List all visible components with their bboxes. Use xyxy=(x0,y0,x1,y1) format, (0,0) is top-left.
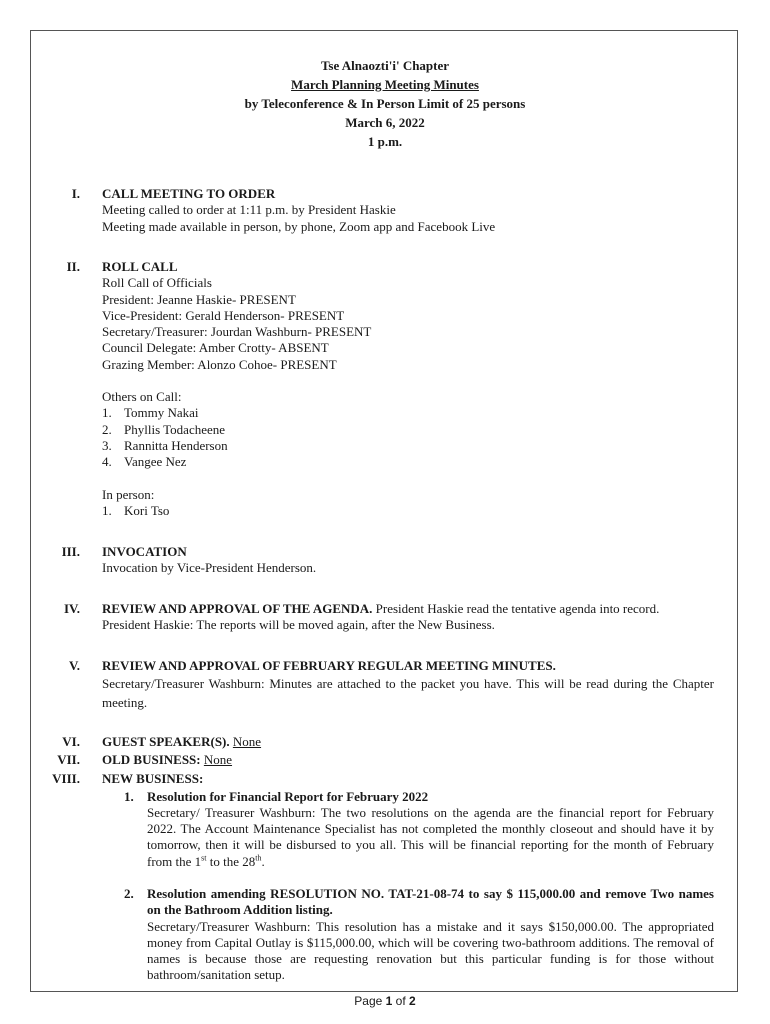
section-heading: INVOCATION xyxy=(102,544,187,559)
meeting-mode: by Teleconference & In Person Limit of 25 persons xyxy=(244,96,526,111)
meeting-date: March 6, 2022 xyxy=(345,115,425,130)
text-line: President: Jeanne Haskie- PRESENT xyxy=(102,291,296,307)
item-number: 2. xyxy=(124,885,134,901)
list-item: 3. Rannitta Henderson xyxy=(102,437,228,453)
section-number: II. xyxy=(66,259,80,274)
section-value: None xyxy=(203,752,233,767)
section-heading: REVIEW AND APPROVAL OF FEBRUARY REGULAR MEETING MINUTES. xyxy=(102,658,556,673)
section-value: None xyxy=(232,734,262,749)
list-item xyxy=(102,789,714,870)
text-line: Vice-President: Gerald Henderson- PRESENT xyxy=(102,307,345,323)
inline-text: President Haskie read the tentative agenda into record. xyxy=(372,601,660,616)
section-number: VI. xyxy=(62,734,80,749)
text-line: Grazing Member: Alonzo Cohoe- PRESENT xyxy=(102,356,337,372)
section-heading: NEW BUSINESS: xyxy=(102,771,204,786)
item-title: Resolution amending RESOLUTION NO. TAT-21-08-74 to say $ 115,000.00 and remove Two names on the Bathroom Addition listing. xyxy=(147,885,714,918)
paragraph: Secretary/Treasurer Washburn: This resolution has a mistake and it says $150,000.00. The appropriated money from Capital Outlay is $115,000.00, which will be covering two-bathroom additions. The removal of names is because those are requesting renovation but this particular funding is for those without bathroom/sanitation setup. xyxy=(147,918,714,983)
section-heading: GUEST SPEAKER(S). xyxy=(102,734,230,749)
page-footer: Page 1 of 2 xyxy=(354,994,416,1008)
text-line: Invocation by Vice-President Henderson. xyxy=(102,560,317,576)
section-heading: OLD BUSINESS: xyxy=(102,752,201,767)
item-title: Resolution for Financial Report for February 2022 xyxy=(147,788,429,804)
list-item: 1. Tommy Nakai xyxy=(102,405,199,421)
section-number: VIII. xyxy=(52,771,80,786)
section-heading: CALL MEETING TO ORDER xyxy=(102,186,276,201)
section-number: I. xyxy=(71,186,80,201)
text-line: Council Delegate: Amber Crotty- ABSENT xyxy=(102,340,329,356)
list-item: 2. Phyllis Todacheene xyxy=(102,421,226,437)
paragraph: Secretary/ Treasurer Washburn: The two resolutions on the agenda are the financial report for February 2022. The Account Maintenance Specialist has not completed the monthly closeout and should have it by tomorrow, then it will be disbursed to you all. This will be financial reporting for the month of February from the 1st to the 28th. xyxy=(147,804,714,869)
list-item: 1. Kori Tso xyxy=(102,502,170,518)
text-line: Roll Call of Officials xyxy=(102,275,212,291)
section-number: V. xyxy=(69,658,80,673)
section-heading: REVIEW AND APPROVAL OF THE AGENDA. xyxy=(102,601,373,616)
section-number: VII. xyxy=(57,752,80,767)
section-heading: ROLL CALL xyxy=(102,259,178,274)
paragraph: Secretary/Treasurer Washburn: Minutes are attached to the packet you have. This will be read during the Chapter meeting. xyxy=(102,676,714,711)
text-line: Meeting called to order at 1:11 p.m. by President Haskie xyxy=(102,202,396,218)
others-label: Others on Call: xyxy=(102,389,182,405)
page-number: 1 xyxy=(385,994,393,1008)
page-total: 2 xyxy=(409,994,416,1008)
document-header xyxy=(0,56,770,151)
text-line: Secretary/Treasurer: Jourdan Washburn- PRESENT xyxy=(102,324,372,340)
meeting-time: 1 p.m. xyxy=(367,134,403,149)
text-line: President Haskie: The reports will be moved again, after the New Business. xyxy=(102,617,495,633)
document-title: March Planning Meeting Minutes xyxy=(291,77,479,92)
section-number: III. xyxy=(61,544,80,559)
list-item: 4. Vangee Nez xyxy=(102,454,187,470)
item-number: 1. xyxy=(124,788,134,804)
inperson-label: In person: xyxy=(102,486,155,502)
section-number: IV. xyxy=(63,601,80,616)
chapter-name: Tse Alnaozti'i' Chapter xyxy=(320,58,450,73)
text-line: Meeting made available in person, by phone, Zoom app and Facebook Live xyxy=(102,218,496,234)
list-item xyxy=(102,886,714,984)
